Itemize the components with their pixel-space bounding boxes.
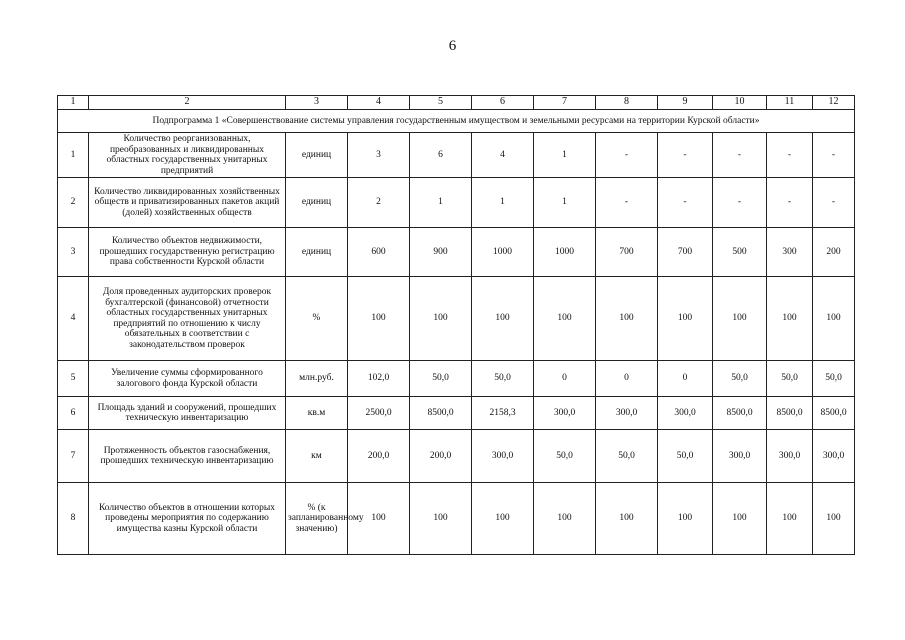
value-cell: 1000 — [472, 228, 534, 277]
value-cell: - — [596, 133, 658, 178]
value-cell: 300,0 — [813, 430, 855, 483]
value-cell: 100 — [534, 277, 596, 361]
value-cell: 2158,3 — [472, 397, 534, 430]
indicator-name: Количество объектов недвижимости, прошедших государственную регистрацию права собственности Курской области — [89, 228, 286, 277]
value-cell: 100 — [472, 277, 534, 361]
column-number: 12 — [813, 96, 855, 110]
value-cell: 102,0 — [348, 361, 410, 397]
value-cell: 100 — [596, 483, 658, 555]
value-cell: 300,0 — [534, 397, 596, 430]
unit-cell: единиц — [286, 178, 348, 228]
row-number: 4 — [58, 277, 89, 361]
column-number: 7 — [534, 96, 596, 110]
value-cell: 900 — [410, 228, 472, 277]
subprogram-title: Подпрограмма 1 «Совершенствование системы управления государственным имуществом и земельными ресурсами на территории Курской области» — [58, 110, 855, 133]
value-cell: 8500,0 — [713, 397, 767, 430]
value-cell: 100 — [713, 277, 767, 361]
value-cell: 100 — [813, 277, 855, 361]
indicator-name: Протяженность объектов газоснабжения, прошедших техническую инвентаризацию — [89, 430, 286, 483]
value-cell: 1 — [472, 178, 534, 228]
value-cell: 100 — [410, 483, 472, 555]
value-cell: 50,0 — [767, 361, 813, 397]
value-cell: 700 — [658, 228, 713, 277]
value-cell: 700 — [596, 228, 658, 277]
value-cell: 100 — [348, 483, 410, 555]
value-cell: 8500,0 — [813, 397, 855, 430]
value-cell: 2 — [348, 178, 410, 228]
column-number: 10 — [713, 96, 767, 110]
value-cell: 300,0 — [596, 397, 658, 430]
table-row — [58, 133, 855, 178]
value-cell: 4 — [472, 133, 534, 178]
value-cell: 300 — [767, 228, 813, 277]
value-cell: 100 — [410, 277, 472, 361]
value-cell: 100 — [658, 277, 713, 361]
indicator-name: Количество реорганизованных, преобразованных и ликвидированных областных государственных унитарных предприятий — [89, 133, 286, 178]
unit-cell: единиц — [286, 133, 348, 178]
column-number: 5 — [410, 96, 472, 110]
value-cell: 3 — [348, 133, 410, 178]
value-cell: 50,0 — [410, 361, 472, 397]
value-cell: - — [713, 133, 767, 178]
row-number: 8 — [58, 483, 89, 555]
value-cell: 50,0 — [472, 361, 534, 397]
page-number: 6 — [448, 38, 457, 54]
value-cell: 50,0 — [813, 361, 855, 397]
indicator-name: Увеличение суммы сформированного залогового фонда Курской области — [89, 361, 286, 397]
column-number: 4 — [348, 96, 410, 110]
value-cell: 600 — [348, 228, 410, 277]
value-cell: 100 — [534, 483, 596, 555]
value-cell: 100 — [596, 277, 658, 361]
value-cell: 1 — [534, 133, 596, 178]
value-cell: 300,0 — [658, 397, 713, 430]
column-number: 8 — [596, 96, 658, 110]
subprogram-row — [58, 110, 855, 133]
value-cell: 1 — [410, 178, 472, 228]
value-cell: 50,0 — [596, 430, 658, 483]
table-row — [58, 228, 855, 277]
value-cell: 200,0 — [410, 430, 472, 483]
value-cell: 300,0 — [767, 430, 813, 483]
row-number: 2 — [58, 178, 89, 228]
column-number-row — [58, 96, 855, 110]
value-cell: - — [813, 133, 855, 178]
value-cell: - — [813, 178, 855, 228]
value-cell: 300,0 — [472, 430, 534, 483]
row-number: 1 — [58, 133, 89, 178]
value-cell: 8500,0 — [410, 397, 472, 430]
unit-cell: кв.м — [286, 397, 348, 430]
column-number: 9 — [658, 96, 713, 110]
value-cell: 100 — [767, 277, 813, 361]
value-cell: 0 — [658, 361, 713, 397]
row-number: 7 — [58, 430, 89, 483]
value-cell: - — [658, 133, 713, 178]
row-number: 3 — [58, 228, 89, 277]
indicator-name: Площадь зданий и сооружений, прошедших техническую инвентаризацию — [89, 397, 286, 430]
value-cell: - — [596, 178, 658, 228]
value-cell: 500 — [713, 228, 767, 277]
value-cell: 100 — [713, 483, 767, 555]
value-cell: 200 — [813, 228, 855, 277]
value-cell: 1000 — [534, 228, 596, 277]
row-number: 5 — [58, 361, 89, 397]
table-row — [58, 178, 855, 228]
value-cell: - — [767, 133, 813, 178]
value-cell: 2500,0 — [348, 397, 410, 430]
value-cell: 8500,0 — [767, 397, 813, 430]
value-cell: 50,0 — [534, 430, 596, 483]
value-cell: 100 — [348, 277, 410, 361]
indicator-name: Количество ликвидированных хозяйственных обществ и приватизированных пакетов акций (долей) хозяйственных обществ — [89, 178, 286, 228]
indicator-name: Количество объектов в отношении которых проведены мероприятия по содержанию имущества казны Курской области — [89, 483, 286, 555]
value-cell: 0 — [596, 361, 658, 397]
unit-cell: км — [286, 430, 348, 483]
value-cell: 0 — [534, 361, 596, 397]
value-cell: 200,0 — [348, 430, 410, 483]
value-cell: 6 — [410, 133, 472, 178]
table-row — [58, 397, 855, 430]
value-cell: 100 — [472, 483, 534, 555]
column-number: 11 — [767, 96, 813, 110]
column-number: 1 — [58, 96, 89, 110]
value-cell: 300,0 — [713, 430, 767, 483]
table-row — [58, 361, 855, 397]
table-row — [58, 277, 855, 361]
value-cell: 100 — [813, 483, 855, 555]
table-row — [58, 483, 855, 555]
value-cell: 1 — [534, 178, 596, 228]
value-cell: 100 — [658, 483, 713, 555]
value-cell: 50,0 — [658, 430, 713, 483]
unit-cell: % — [286, 277, 348, 361]
value-cell: - — [767, 178, 813, 228]
unit-cell: % (к запланированному значению) — [286, 483, 348, 555]
value-cell: - — [713, 178, 767, 228]
value-cell: 50,0 — [713, 361, 767, 397]
value-cell: - — [658, 178, 713, 228]
unit-cell: единиц — [286, 228, 348, 277]
column-number: 2 — [89, 96, 286, 110]
column-number: 6 — [472, 96, 534, 110]
unit-cell: млн.руб. — [286, 361, 348, 397]
indicator-name: Доля проведенных аудиторских проверок бухгалтерской (финансовой) отчетности областных государственных унитарных предприятий по отношению к числу обязательных в соответствии с законодательством проверок — [89, 277, 286, 361]
column-number: 3 — [286, 96, 348, 110]
value-cell: 100 — [767, 483, 813, 555]
table-row — [58, 430, 855, 483]
row-number: 6 — [58, 397, 89, 430]
indicators-table — [57, 95, 855, 555]
